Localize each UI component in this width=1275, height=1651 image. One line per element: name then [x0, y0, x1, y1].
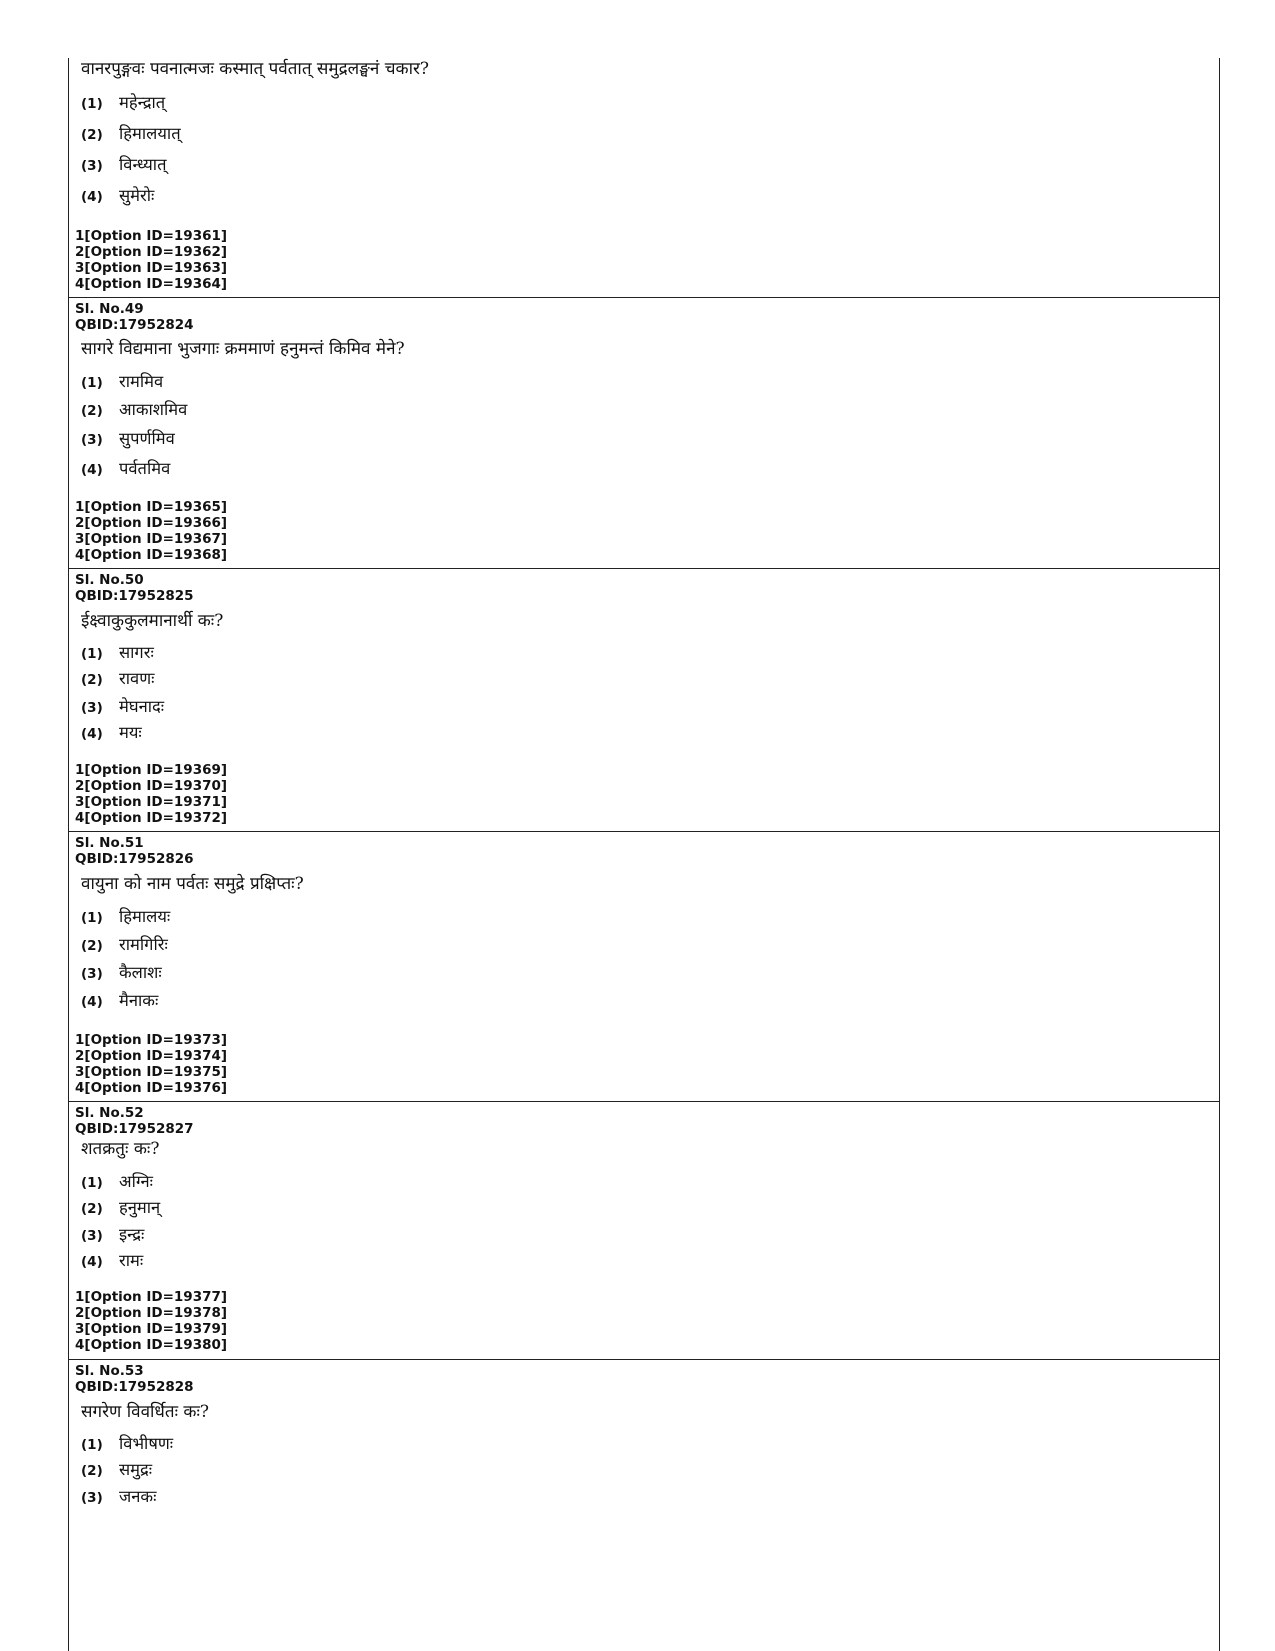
option-number: (3): [81, 966, 103, 982]
option-id: 3[Option ID=19379]: [75, 1321, 228, 1337]
option-3: [81, 694, 164, 717]
option-id: 3[Option ID=19367]: [75, 531, 228, 547]
option-number: (1): [81, 1437, 103, 1453]
option-text: मैनाकः: [119, 991, 159, 1010]
option-text: मयः: [119, 723, 142, 742]
option-id: 2[Option ID=19362]: [75, 244, 228, 260]
qbid: QBID:17952827: [75, 1121, 194, 1137]
question-text: शतक्रतुः कः?: [81, 1139, 160, 1159]
option-id: 1[Option ID=19369]: [75, 762, 228, 778]
option-text: सुमेरोः: [119, 186, 155, 205]
option-number: (3): [81, 158, 103, 174]
option-1: [81, 904, 170, 927]
option-id: 1[Option ID=19373]: [75, 1032, 228, 1048]
option-id: 2[Option ID=19366]: [75, 515, 228, 531]
serial-number: Sl. No.49: [75, 301, 144, 317]
option-text: जनकः: [119, 1487, 157, 1506]
option-number: (2): [81, 1463, 103, 1479]
qbid: QBID:17952824: [75, 317, 194, 333]
option-1: [81, 1169, 153, 1192]
option-id: 4[Option ID=19380]: [75, 1337, 228, 1353]
question-text: वायुना को नाम पर्वतः समुद्रे प्रक्षिप्तः?: [81, 874, 304, 894]
option-number: (2): [81, 403, 103, 419]
option-text: रामगिरिः: [119, 935, 168, 954]
option-number: (2): [81, 1201, 103, 1217]
option-1: [81, 369, 163, 392]
option-text: आकाशमिव: [119, 400, 188, 419]
option-text: हिमालयः: [119, 907, 171, 926]
option-text: सुपर्णमिव: [119, 429, 175, 448]
option-text: हिमालयात्: [119, 124, 181, 143]
option-3: [81, 960, 162, 983]
option-id: 2[Option ID=19374]: [75, 1048, 228, 1064]
option-number: (4): [81, 726, 103, 742]
option-id: 3[Option ID=19375]: [75, 1064, 228, 1080]
option-4: [81, 1248, 143, 1271]
option-number: (1): [81, 910, 103, 926]
option-number: (4): [81, 994, 103, 1010]
option-number: (3): [81, 1490, 103, 1506]
block-divider: [69, 297, 1219, 298]
option-id: 4[Option ID=19372]: [75, 810, 228, 826]
option-id-list: [75, 1032, 227, 1096]
option-id-list: [75, 228, 227, 292]
option-1: [81, 1431, 173, 1454]
option-text: हनुमान्: [119, 1198, 161, 1217]
option-4: [81, 456, 170, 479]
option-id: 3[Option ID=19363]: [75, 260, 228, 276]
question-text: ईक्ष्वाकुकुलमानार्थी कः?: [81, 611, 224, 631]
option-text: सागरः: [119, 643, 154, 662]
option-id-list: [75, 1289, 227, 1353]
option-text: महेन्द्रात्: [119, 93, 166, 112]
option-text: मेघनादः: [119, 697, 165, 716]
option-text: कैलाशः: [119, 963, 162, 982]
option-4: [81, 183, 154, 206]
option-number: (3): [81, 1228, 103, 1244]
option-2: [81, 666, 154, 689]
option-id-list: [75, 499, 227, 563]
option-3: [81, 152, 166, 175]
option-4: [81, 720, 142, 743]
option-text: रामः: [119, 1251, 144, 1270]
option-id: 1[Option ID=19365]: [75, 499, 228, 515]
block-divider: [69, 1359, 1219, 1360]
option-2: [81, 1195, 160, 1218]
option-number: (1): [81, 96, 103, 112]
qbid: QBID:17952825: [75, 588, 194, 604]
option-number: (2): [81, 672, 103, 688]
option-text: विन्ध्यात्: [119, 155, 167, 174]
block-divider: [69, 568, 1219, 569]
question-text: वानरपुङ्गवः पवनात्मजः कस्मात् पर्वतात् समुद्रलङ्घनं चकार?: [81, 59, 430, 79]
serial-number: Sl. No.52: [75, 1105, 144, 1121]
option-id: 4[Option ID=19364]: [75, 276, 228, 292]
option-id: 4[Option ID=19368]: [75, 547, 228, 563]
question-text: सागरे विद्यमाना भुजगाः क्रममाणं हनुमन्तं किमिव मेने?: [81, 339, 405, 359]
option-number: (1): [81, 646, 103, 662]
option-number: (4): [81, 1254, 103, 1270]
option-number: (4): [81, 189, 103, 205]
option-2: [81, 121, 181, 144]
block-divider: [69, 1101, 1219, 1102]
option-3: [81, 1484, 156, 1507]
option-3: [81, 1222, 144, 1245]
serial-number: Sl. No.51: [75, 835, 144, 851]
option-number: (2): [81, 127, 103, 143]
option-number: (4): [81, 462, 103, 478]
serial-number: Sl. No.50: [75, 572, 144, 588]
qbid: QBID:17952826: [75, 851, 194, 867]
option-text: इन्द्रः: [119, 1225, 145, 1244]
option-id: 2[Option ID=19378]: [75, 1305, 228, 1321]
option-number: (1): [81, 375, 103, 391]
question-text: सगरेण विवर्धितः कः?: [81, 1402, 210, 1422]
option-id: 4[Option ID=19376]: [75, 1080, 228, 1096]
block-divider: [69, 831, 1219, 832]
option-text: रावणः: [119, 669, 155, 688]
option-text: विभीषणः: [119, 1434, 174, 1453]
option-number: (2): [81, 938, 103, 954]
option-1: [81, 640, 154, 663]
option-2: [81, 397, 187, 420]
option-2: [81, 1457, 152, 1480]
option-3: [81, 426, 175, 449]
option-number: (3): [81, 432, 103, 448]
question-paper-frame: [68, 58, 1220, 1651]
option-4: [81, 988, 158, 1011]
option-text: पर्वतमिव: [119, 459, 171, 478]
option-id-list: [75, 762, 227, 826]
option-id: 2[Option ID=19370]: [75, 778, 228, 794]
option-text: राममिव: [119, 372, 164, 391]
option-text: अग्निः: [119, 1172, 154, 1191]
option-2: [81, 932, 168, 955]
option-id: 1[Option ID=19361]: [75, 228, 228, 244]
option-id: 1[Option ID=19377]: [75, 1289, 228, 1305]
option-text: समुद्रः: [119, 1460, 153, 1479]
serial-number: Sl. No.53: [75, 1363, 144, 1379]
qbid: QBID:17952828: [75, 1379, 194, 1395]
option-number: (3): [81, 700, 103, 716]
option-1: [81, 90, 165, 113]
option-number: (1): [81, 1175, 103, 1191]
option-id: 3[Option ID=19371]: [75, 794, 228, 810]
